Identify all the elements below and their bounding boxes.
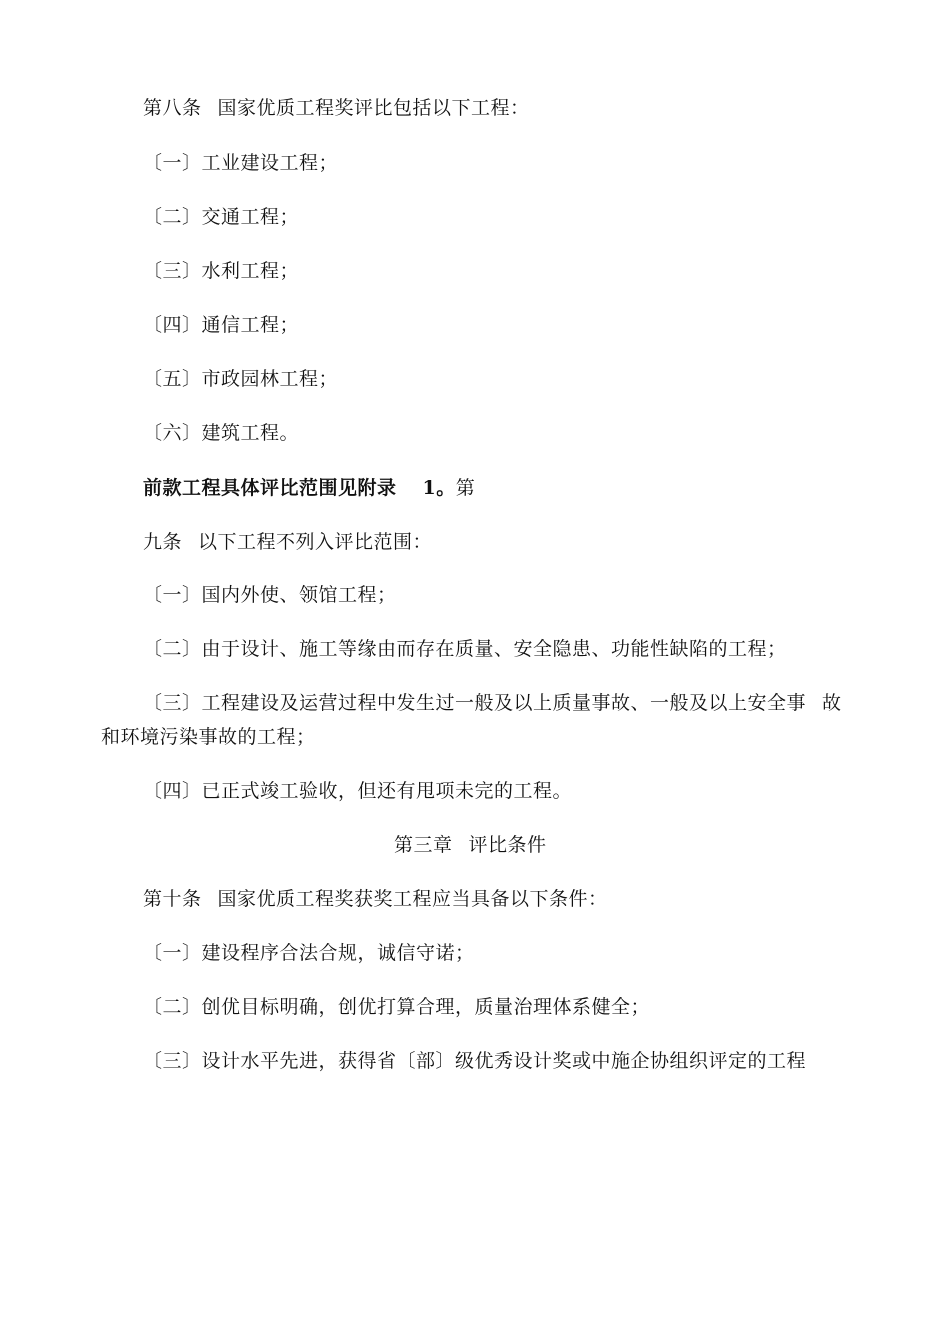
article-9-item-3-end: 故 [822, 692, 842, 714]
article-8-note [143, 476, 475, 500]
note-tail: 第 [455, 477, 476, 499]
article-8-item-1: 〔一〕工业建设工程； [143, 152, 339, 174]
article-9-item-1: 〔一〕国内外使、领馆工程； [143, 584, 397, 606]
article-8-item-6: 〔六〕建筑工程。 [143, 422, 300, 444]
chapter-3-title: 评比条件 [468, 834, 547, 856]
article-9-heading [143, 530, 432, 554]
article-10-title: 第十条 [143, 888, 202, 910]
article-10-item-1: 〔一〕建设程序合法合规，诚信守诺； [143, 942, 475, 964]
article-8-heading [143, 96, 530, 120]
note-bold-text: 前款工程具体评比范围见附录 [143, 477, 397, 499]
article-8-item-3: 〔三〕水利工程； [143, 260, 300, 282]
article-9-text: 以下工程不列入评比范围： [198, 531, 433, 553]
chapter-3-label: 第三章 [394, 834, 453, 856]
article-10-item-2: 〔二〕创优目标明确，创优打算合理，质量治理体系健全； [143, 996, 651, 1018]
article-8-item-4: 〔四〕通信工程； [143, 314, 300, 336]
chapter-3-heading [394, 833, 547, 857]
article-9-title: 九条 [143, 531, 183, 553]
article-9-item-3-line-1 [143, 691, 842, 715]
article-9-item-4: 〔四〕已正式竣工验收，但还有甩项未完的工程。 [143, 780, 573, 802]
article-8-item-5: 〔五〕市政园林工程； [143, 368, 339, 390]
article-8-text: 国家优质工程奖评比包括以下工程： [217, 97, 530, 119]
article-9-item-3-text: 〔三〕工程建设及运营过程中发生过一般及以上质量事故、一般及以上安全事 [143, 692, 807, 714]
note-appendix-number: 1。 [422, 477, 456, 499]
article-8-title: 第八条 [143, 97, 202, 119]
article-9-item-3-line-2: 和环境污染事故的工程； [101, 726, 316, 748]
article-8-item-2: 〔二〕交通工程； [143, 206, 300, 228]
article-10-heading [143, 887, 608, 911]
article-9-item-2: 〔二〕由于设计、施工等缘由而存在质量、安全隐患、功能性缺陷的工程； [143, 638, 787, 660]
article-10-item-3: 〔三〕设计水平先进，获得省〔部〕级优秀设计奖或中施企协组织评定的工程 [143, 1050, 807, 1072]
article-10-text: 国家优质工程奖获奖工程应当具备以下条件： [217, 888, 608, 910]
